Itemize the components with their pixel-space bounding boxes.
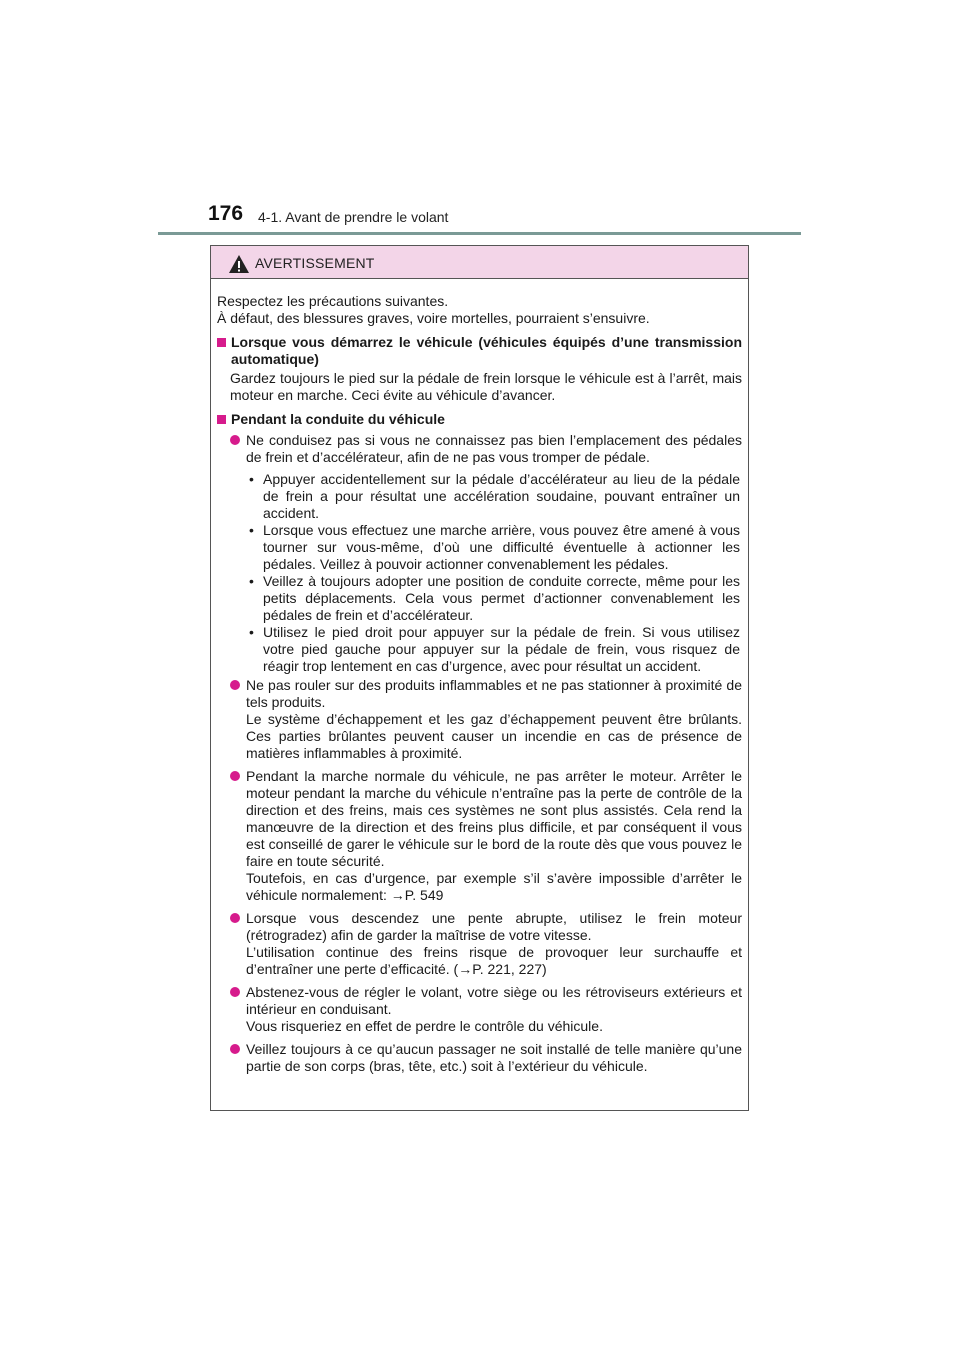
item-content	[246, 677, 742, 762]
bullet-item	[246, 471, 742, 522]
warning-title: AVERTISSEMENT	[255, 255, 375, 271]
item-paragraph: Veillez toujours à ce qu’aucun passager ne soit installé de telle manière qu’une partie de son corps (bras, tête, etc.) soit à l’extérieur du véhicule.	[246, 1041, 742, 1074]
bullet-text: Lorsque vous effectuez une marche arrière, vous pouvez être amené à vous tourner sur vous-même, d’où une difficulté éventuelle à actionner les pédales. Veillez à pouvoir actionner convenablement les pédales.	[263, 522, 740, 572]
section-text: Gardez toujours le pied sur la pédale de frein lorsque le véhicule est à l’arrêt, mais moteur en marche. Ceci évite au véhicule d’avancer.	[230, 370, 742, 403]
item-content	[246, 984, 742, 1035]
square-marker-icon	[217, 338, 226, 347]
section-heading	[217, 334, 742, 368]
bullet-dot-icon: •	[249, 471, 254, 487]
circle-marker-icon	[230, 987, 240, 997]
list-item	[217, 677, 742, 762]
circle-marker-icon	[230, 771, 240, 781]
list-item	[217, 432, 742, 675]
page-number: 176	[208, 202, 244, 225]
list-item	[217, 984, 742, 1035]
item-paragraph: Toutefois, en cas d’urgence, par exemple s’il s’avère impossible d’arrêter le véhicule normalement: →P. 549	[246, 870, 742, 903]
intro-line: À défaut, des blessures graves, voire mortelles, pourraient s’ensuivre.	[217, 310, 650, 326]
item-paragraph: L’utilisation continue des freins risque de provoquer leur surchauffe et d’entraîner une perte d’efficacité. (→P. 221, 227)	[246, 944, 742, 977]
bullet-list	[246, 471, 742, 675]
warning-triangle-icon	[228, 254, 250, 274]
item-content	[246, 432, 742, 675]
warning-box	[210, 245, 749, 1111]
section-heading	[217, 411, 742, 428]
item-paragraph: Lorsque vous descendez une pente abrupte, utilisez le frein moteur (rétrogradez) afin de garder la maîtrise de votre vitesse.	[246, 910, 742, 943]
bullet-text: Veillez à toujours adopter une position de conduite correcte, même pour les petits déplacements. Cela vous permet d’actionner convenablement les pédales de frein et d’accélérateur.	[263, 573, 740, 623]
circle-marker-icon	[230, 680, 240, 690]
intro-line: Respectez les précautions suivantes.	[217, 293, 449, 309]
item-content	[246, 910, 742, 978]
item-paragraph: Le système d’échappement et les gaz d’échappement peuvent être brûlants. Ces parties brûlantes peuvent causer un incendie en cas de présence de matières inflammables à proximité.	[246, 711, 742, 761]
square-marker-icon	[217, 415, 226, 424]
circle-marker-icon	[230, 913, 240, 923]
section-start-vehicle	[217, 334, 742, 404]
item-content	[246, 1041, 742, 1075]
item-paragraph: Ne pas rouler sur des produits inflammables et ne pas stationner à proximité de tels produits.	[246, 677, 742, 710]
circle-marker-icon	[230, 435, 240, 445]
list-item	[217, 1041, 742, 1075]
chapter-title: 4-1. Avant de prendre le volant	[258, 209, 449, 225]
item-paragraph: Abstenez-vous de régler le volant, votre siège ou les rétroviseurs extérieurs et intérieur en conduisant.	[246, 984, 742, 1017]
list-item	[217, 910, 742, 978]
section-heading-text: Lorsque vous démarrez le véhicule (véhicules équipés d’une transmission automatique)	[231, 334, 742, 367]
list-item	[217, 768, 742, 904]
circle-marker-icon	[230, 1044, 240, 1054]
bullet-dot-icon: •	[249, 624, 254, 640]
item-content	[246, 768, 742, 904]
item-paragraph: Pendant la marche normale du véhicule, ne pas arrêter le moteur. Arrêter le moteur pendant la marche du véhicule n’entraîne pas la perte de contrôle de la direction et des freins, mais ces systèmes ne sont plus assistés. Cela rend la manœuvre de la direction et des freins plus difficile, et par conséquent il vous est conseillé de garer le véhicule sur le bord de la route dès que vous pouvez le faire en toute sécurité.	[246, 768, 742, 869]
item-paragraph: Ne conduisez pas si vous ne connaissez pas bien l’emplacement des pédales de frein et d’accélérateur, afin de ne pas vous tromper de pédale.	[246, 432, 742, 465]
section-heading-text: Pendant la conduite du véhicule	[231, 411, 445, 427]
bullet-item	[246, 624, 742, 675]
bullet-dot-icon: •	[249, 522, 254, 538]
bullet-item	[246, 522, 742, 573]
bullet-dot-icon: •	[249, 573, 254, 589]
section-driving	[217, 411, 742, 1075]
bullet-item	[246, 573, 742, 624]
bullet-text: Appuyer accidentellement sur la pédale d’accélérateur au lieu de la pédale de frein a pour résultat une accélération soudaine, pouvant entraîner un accident.	[263, 471, 740, 521]
item-paragraph: Vous risqueriez en effet de perdre le contrôle du véhicule.	[246, 1018, 603, 1034]
warning-header	[211, 246, 748, 279]
bullet-text: Utilisez le pied droit pour appuyer sur la pédale de frein. Si vous utilisez votre pied gauche pour appuyer sur la pédale de frein, vous risquez de réagir trop lentement en cas d’urgence, avec pour résultat un accident.	[263, 624, 740, 674]
header-rule	[158, 232, 801, 235]
warning-body	[211, 279, 748, 1075]
